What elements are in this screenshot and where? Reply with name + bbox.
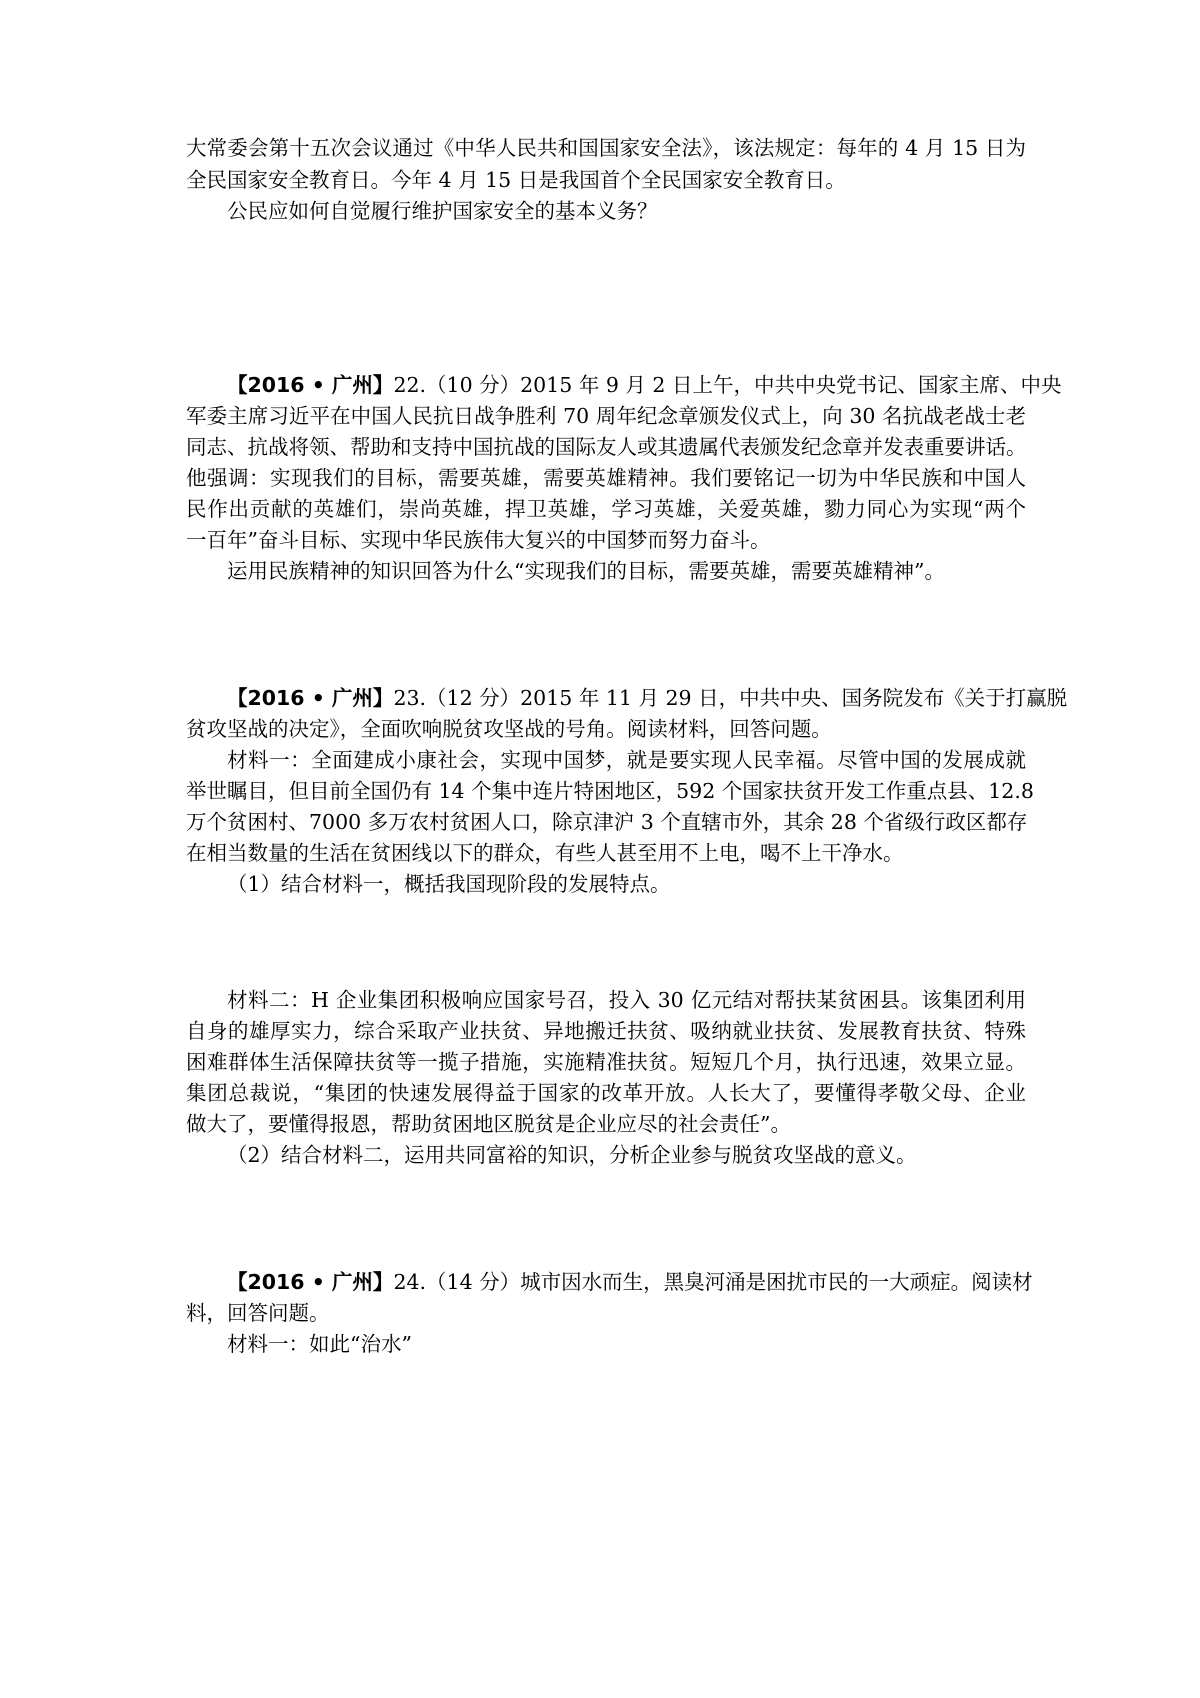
q22-line-3: 他强调：实现我们的目标，需要英雄，需要英雄精神。我们要铭记一切为中华民族和中国人 — [186, 466, 1026, 490]
q24-line-1: 料，回答问题。 — [186, 1301, 330, 1325]
q23-sub-question-1: （1）结合材料一，概括我国现阶段的发展特点。 — [227, 872, 671, 896]
q23-sub-question-2: （2）结合材料二，运用共同富裕的知识，分析企业参与脱贫攻坚战的意义。 — [227, 1143, 917, 1167]
q21-line-2: 全民国家安全教育日。今年 4 月 15 日是我国首个全民国家安全教育日。 — [186, 168, 846, 192]
q22-line-4: 民作出贡献的英雄们，崇尚英雄，捍卫英雄，学习英雄，关爱英雄，勠力同心为实现“两个 — [186, 497, 1026, 521]
q21-question: 公民应如何自觉履行维护国家安全的基本义务？ — [227, 199, 658, 223]
q22-line-2: 同志、抗战将领、帮助和支持中国抗战的国际友人或其遗属代表颁发纪念章并发表重要讲话。 — [186, 435, 1027, 459]
q23-first-line-text: 23.（12 分）2015 年 11 月 29 日，中共中央、国务院发布《关于打赢脱 — [393, 686, 1068, 710]
q24-first-line-text: 24.（14 分）城市因水而生，黑臭河涌是困扰市民的一大顽症。阅读材 — [393, 1270, 1033, 1294]
q24-material-1: 材料一：如此“治水” — [227, 1332, 412, 1356]
q23-line-1: 贫攻坚战的决定》，全面吹响脱贫攻坚战的号角。阅读材料，回答问题。 — [186, 717, 832, 741]
q23-material-2-line-4: 做大了，要懂得报恩，帮助贫困地区脱贫是企业应尽的社会责任”。 — [186, 1112, 791, 1136]
q22-first-line-text: 22.（10 分）2015 年 9 月 2 日上午，中共中央党书记、国家主席、中央 — [393, 373, 1062, 397]
q23-material-2-line-3: 集团总裁说，“集团的快速发展得益于国家的改革开放。人长大了，要懂得孝敬父母、企业 — [186, 1081, 1026, 1105]
q24-source-tag: 【2016 • 广州】 — [227, 1270, 394, 1294]
q22-line-1: 军委主席习近平在中国人民抗日战争胜利 70 周年纪念章颁发仪式上，向 30 名抗战老战士老 — [186, 404, 1026, 428]
q22-source-tag: 【2016 • 广州】 — [227, 373, 394, 397]
q22-first-line — [186, 370, 1062, 400]
q23-material-2-line-2: 困难群体生活保障扶贫等一揽子措施，实施精准扶贫。短短几个月，执行迅速，效果立显。 — [186, 1050, 1026, 1074]
q23-material-2-first: 材料二：H 企业集团积极响应国家号召，投入 30 亿元结对帮扶某贫困县。该集团利用 — [227, 988, 1026, 1012]
q23-material-2-line-1: 自身的雄厚实力，综合采取产业扶贫、异地搬迁扶贫、吸纳就业扶贫、发展教育扶贫、特殊 — [186, 1019, 1026, 1043]
q23-material-1-line-3: 在相当数量的生活在贫困线以下的群众，有些人甚至用不上电，喝不上干净水。 — [186, 841, 904, 865]
q23-source-tag: 【2016 • 广州】 — [227, 686, 394, 710]
q23-material-1-line-2: 万个贫困村、7000 多万农村贫困人口，除京津沪 3 个直辖市外，其余 28 个省级行政区都存 — [186, 810, 1028, 834]
q21-line-1: 大常委会第十五次会议通过《中华人民共和国国家安全法》，该法规定：每年的 4 月 15 日为 — [186, 136, 1026, 160]
q23-material-1-first: 材料一：全面建成小康社会，实现中国梦，就是要实现人民幸福。尽管中国的发展成就 — [227, 748, 1026, 772]
q22-line-5: 一百年”奋斗目标、实现中华民族伟大复兴的中国梦而努力奋斗。 — [186, 528, 771, 552]
q23-material-1-line-1: 举世瞩目，但目前全国仍有 14 个集中连片特困地区，592 个国家扶贫开发工作重点县、12.8 — [186, 779, 1034, 803]
q24-first-line — [186, 1267, 1033, 1297]
q23-first-line — [186, 683, 1068, 713]
q22-question: 运用民族精神的知识回答为什么“实现我们的目标，需要英雄，需要英雄精神”。 — [227, 559, 945, 583]
